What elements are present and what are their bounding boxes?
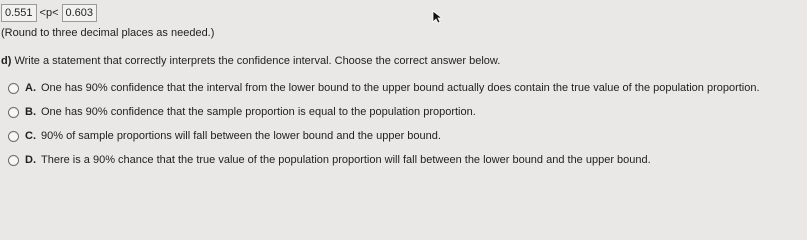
option-text: One has 90% confidence that the sample proportion is equal to the population proportion.	[41, 106, 476, 118]
radio-button-b[interactable]	[8, 107, 19, 118]
radio-button-d[interactable]	[8, 155, 19, 166]
option-a[interactable]	[8, 80, 798, 96]
question-part-label: d)	[1, 55, 12, 67]
question-d	[1, 55, 500, 67]
option-letter: C.	[25, 130, 36, 142]
mouse-pointer-icon	[432, 10, 442, 24]
option-d[interactable]	[8, 152, 798, 168]
rounding-instruction: (Round to three decimal places as needed.)	[1, 27, 215, 39]
upper-bound-answer[interactable]: 0.603	[62, 4, 98, 22]
inequality-symbol: <p<	[39, 7, 59, 19]
option-b[interactable]	[8, 104, 798, 120]
question-text: Write a statement that correctly interprets the confidence interval. Choose the correct answer below.	[14, 55, 501, 67]
option-text: There is a 90% chance that the true value of the population proportion will fall between the lower bound and the upper bound.	[41, 154, 651, 166]
option-letter: B.	[25, 106, 36, 118]
option-c[interactable]	[8, 128, 798, 144]
confidence-interval-row	[0, 3, 97, 23]
answer-options	[8, 80, 798, 176]
option-letter: D.	[25, 154, 36, 166]
option-text: 90% of sample proportions will fall between the lower bound and the upper bound.	[41, 130, 441, 142]
lower-bound-answer[interactable]: 0.551	[1, 4, 37, 22]
option-text: One has 90% confidence that the interval from the lower bound to the upper bound actually does contain the true value of the population proportion.	[41, 82, 760, 94]
radio-button-c[interactable]	[8, 131, 19, 142]
option-letter: A.	[25, 82, 36, 94]
radio-button-a[interactable]	[8, 83, 19, 94]
